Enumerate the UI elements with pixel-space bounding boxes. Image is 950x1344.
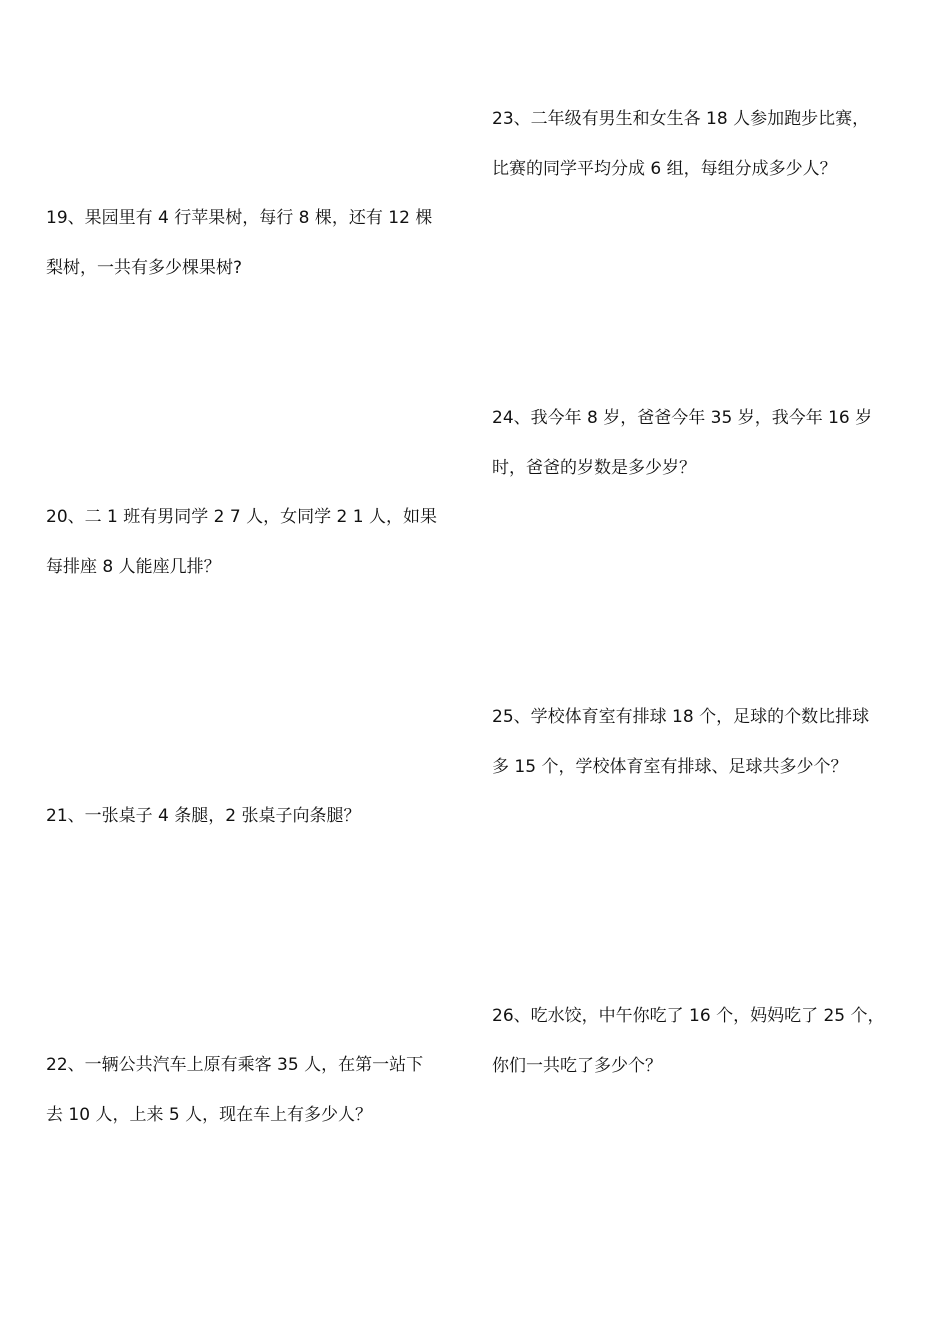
problem-20-line-2: 每排座 8 人能座几排？ [46, 557, 221, 577]
problem-26-line-2: 你们一共吃了多少个？ [492, 1056, 662, 1076]
problem-21-line-1: 21、一张桌子 4 条腿，2 张桌子向条腿？ [46, 806, 361, 826]
problem-19-line-1: 19、果园里有 4 行苹果树，每行 8 棵，还有 12 棵 [46, 208, 433, 228]
problem-22-line-2: 去 10 人，上来 5 人，现在车上有多少人？ [46, 1105, 373, 1125]
problem-23-line-1: 23、二年级有男生和女生各 18 人参加跑步比赛， [492, 109, 870, 129]
problem-20 [46, 492, 466, 592]
problem-22 [46, 1040, 466, 1140]
problem-24 [492, 393, 922, 493]
problem-24-line-2: 时，爸爸的岁数是多少岁？ [492, 458, 696, 478]
problem-26-line-1: 26、吃水饺，中午你吃了 16 个，妈妈吃了 25 个， [492, 1006, 885, 1026]
problem-22-line-1: 22、一辆公共汽车上原有乘客 35 人，在第一站下 [46, 1055, 424, 1075]
problem-19 [46, 193, 466, 293]
problem-23-line-2: 比赛的同学平均分成 6 组，每组分成多少人？ [492, 159, 837, 179]
problem-26 [492, 991, 922, 1091]
problem-25-line-1: 25、学校体育室有排球 18 个，足球的个数比排球 [492, 707, 870, 727]
problem-20-line-1: 20、二 1 班有男同学 2 7 人，女同学 2 1 人，如果 [46, 507, 437, 527]
problem-25 [492, 692, 922, 792]
problem-25-line-2: 多 15 个，学校体育室有排球、足球共多少个？ [492, 757, 848, 777]
problem-23 [492, 94, 922, 194]
problem-24-line-1: 24、我今年 8 岁，爸爸今年 35 岁，我今年 16 岁 [492, 408, 873, 428]
problem-19-line-2: 梨树，一共有多少棵果树? [46, 258, 243, 278]
problem-21 [46, 791, 466, 841]
